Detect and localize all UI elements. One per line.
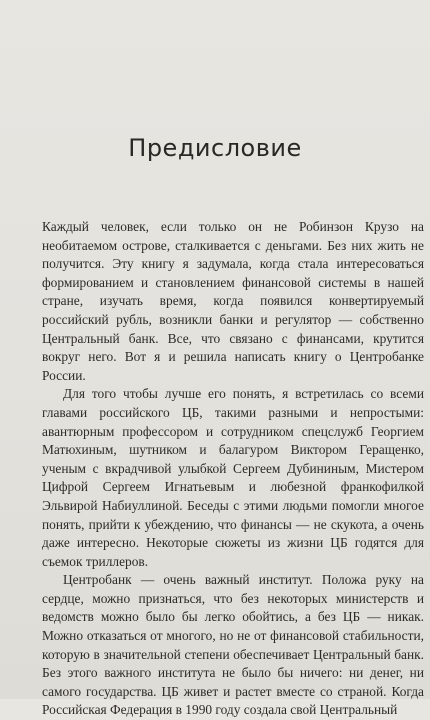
paragraph-2: Для того чтобы лучше его понять, я встретилась со всеми главами российского ЦБ, такими разными и непростыми: авантюрным профессором и сотрудником спецслужб Георгием Матюхиным, шутником и балагуром Виктором Геращенко, ученым с вкрадчивой улыбкой Сергеем Дубининым, Мистером Цифрой Сергеем Игнатьевым и любезной франкофилкой Эльвирой Набиуллиной. Беседы с этими людьми помогли многое понять, прийти к убеждению, что финансы — не скукота, а очень даже интересно. Некоторые сюжеты из жизни ЦБ годятся для съемок триллеров. — [42, 386, 424, 569]
paragraph-3: Центробанк — очень важный институт. Положа руку на сердце, можно признаться, что без некоторых министерств и ведомств можно было бы легко обойтись, а без ЦБ — никак. Можно отказаться от многого, но не от финансовой стабильности, которую в значительной степени обеспечивает Центральный банк. Без этого важного института не было бы ничего: ни денег, ни самого государства. ЦБ живет и растет вместе со страной. Когда Российская Федерация в 1990 году создала свой Центральный — [42, 572, 424, 718]
chapter-body — [42, 218, 424, 720]
paragraph-1: Каждый человек, если только он не Робинзон Крузо на необитаемом острове, сталкивается с деньгами. Без них жить не получится. Эту книгу я задумала, когда стала интересоваться формированием и становлением финансовой системы в нашей стране, изучать время, когда появился конвертируемый российский рубль, возникли банки и регулятор — собственно Центральный банк. Все, что связано с финансами, крутится вокруг него. Вот я и решила написать книгу о Центробанке России. — [42, 219, 424, 383]
chapter-title: Предисловие — [128, 134, 302, 163]
